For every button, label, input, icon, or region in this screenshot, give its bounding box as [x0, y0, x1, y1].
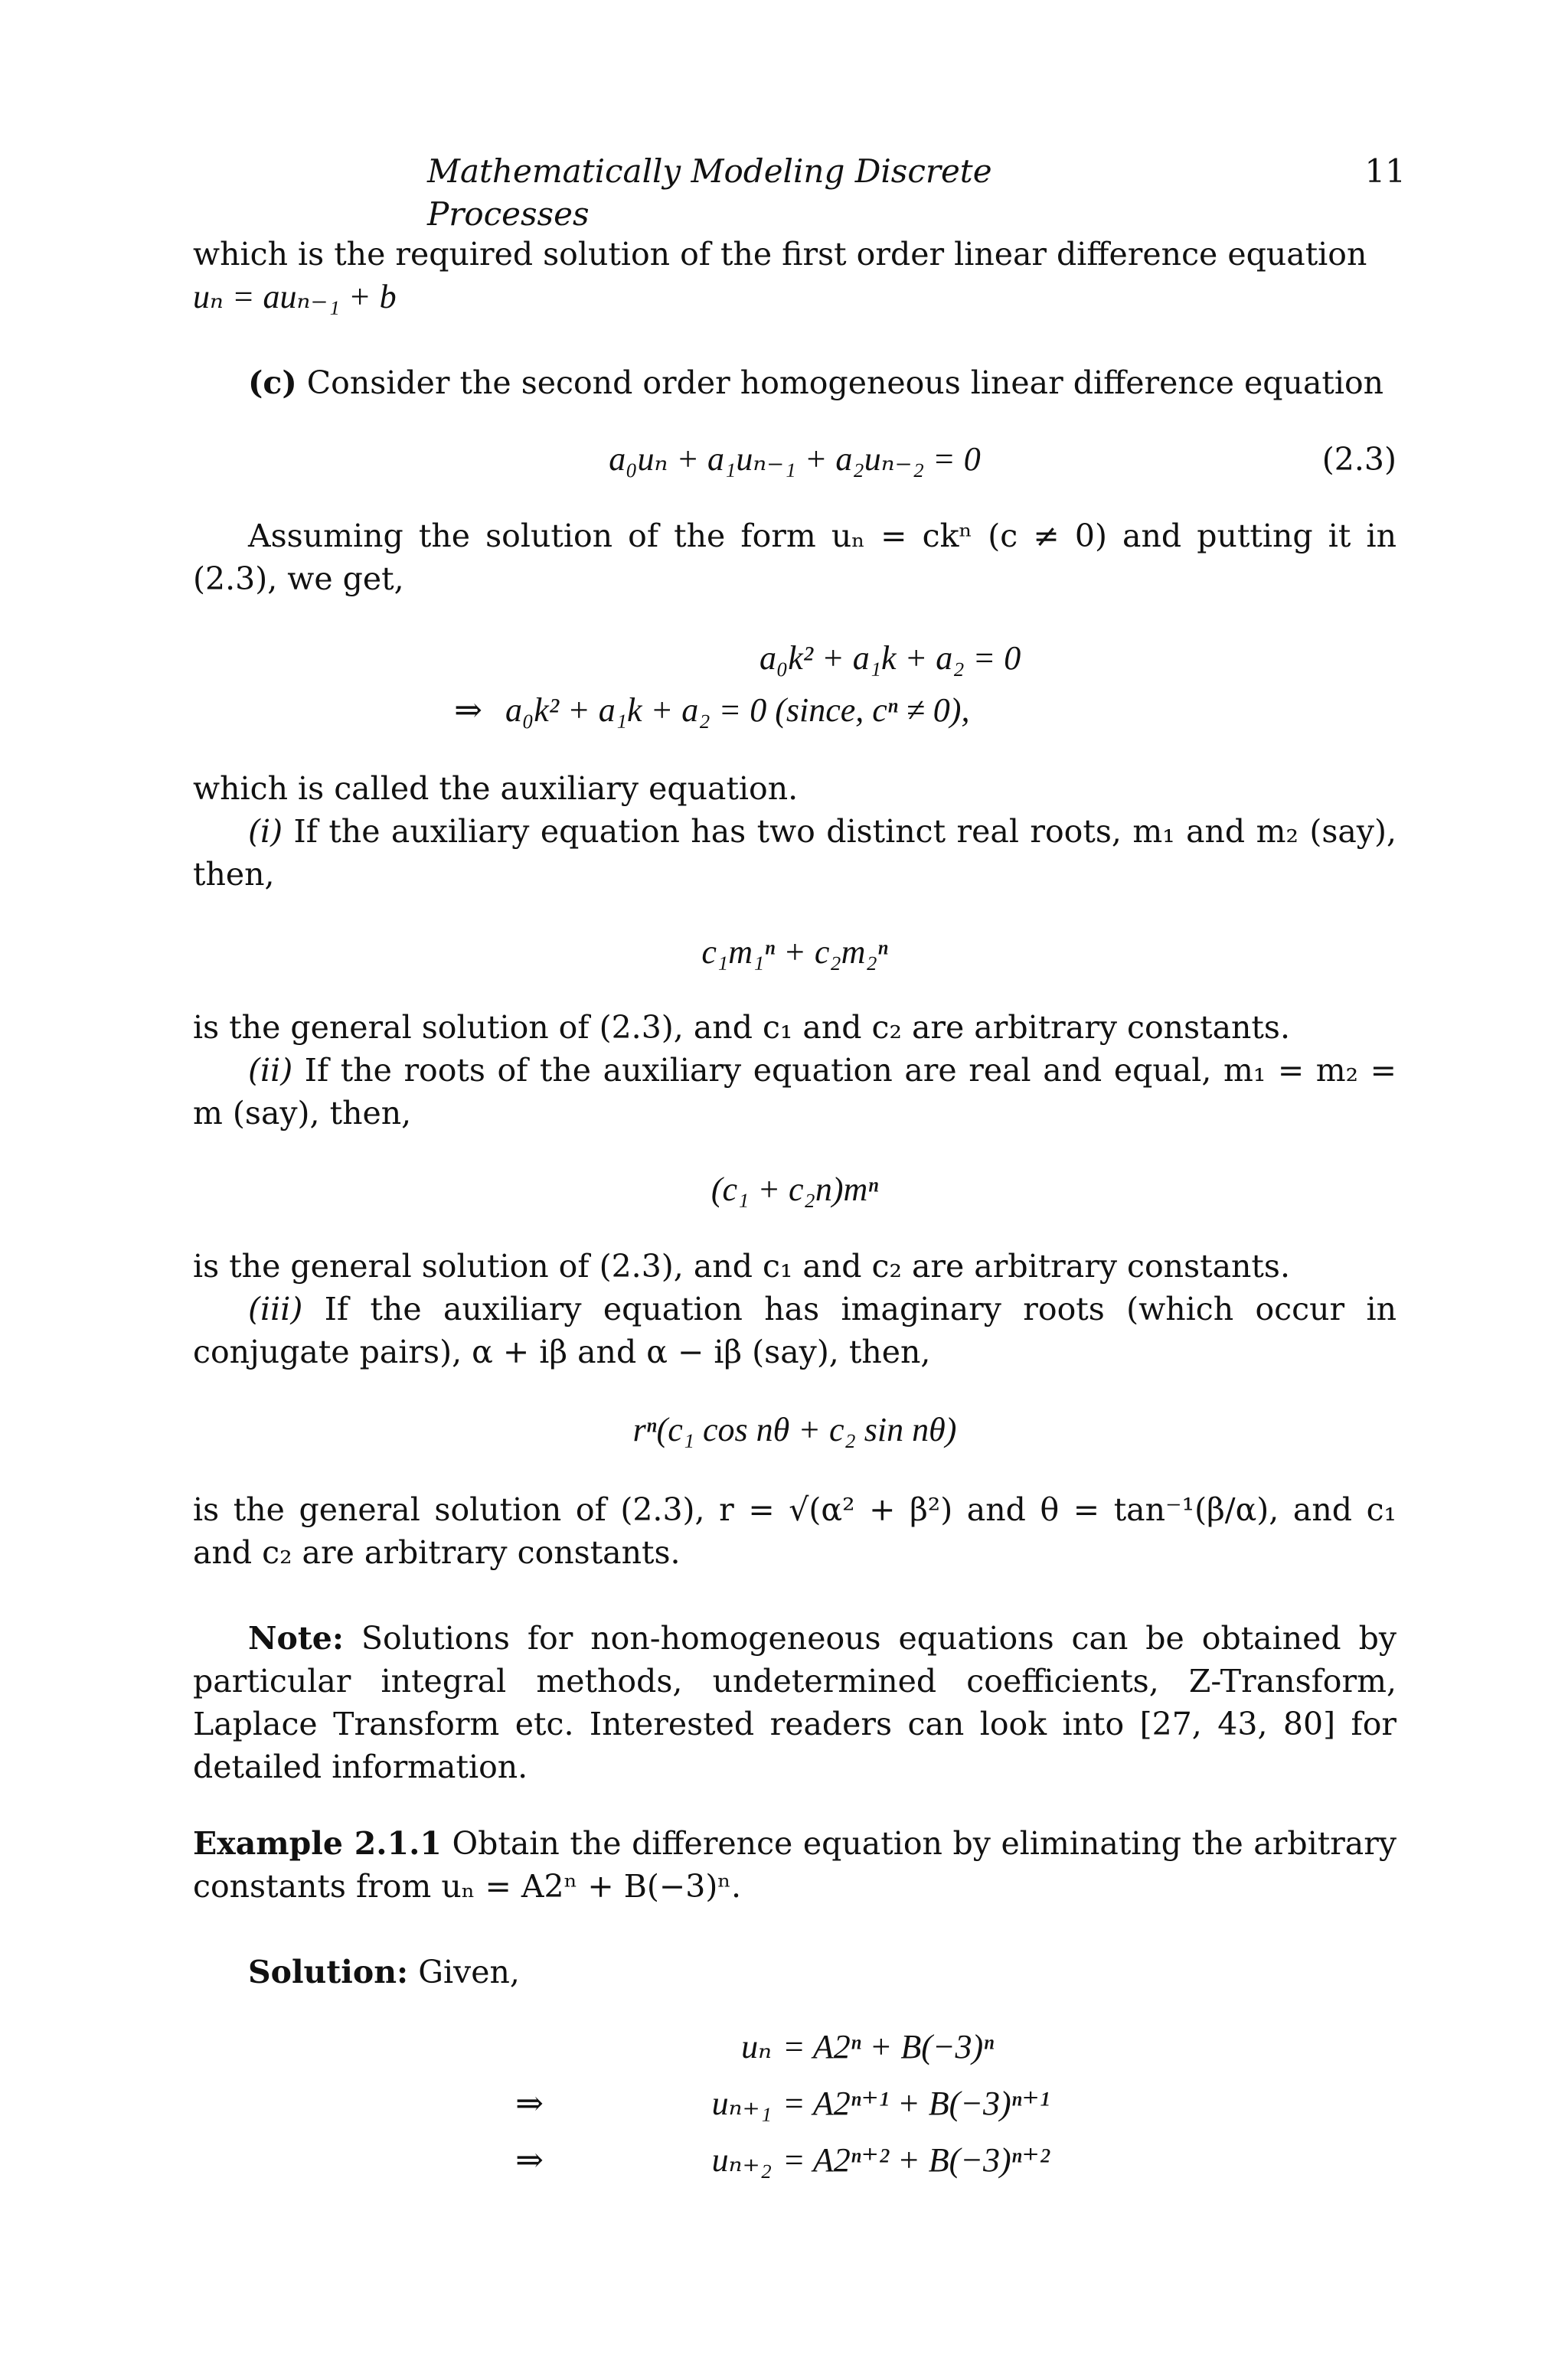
note-label: Note: — [248, 1620, 344, 1657]
aux-equation: a₀k² + a₁k + a₂ = 0 (since, cⁿ ≠ 0), — [505, 691, 970, 729]
equation-expression: a₀uₙ + a₁uₙ₋₁ + a₂uₙ₋₂ = 0 — [609, 440, 981, 478]
running-header-title: Mathematically Modeling Discrete Processes — [427, 152, 992, 233]
equation-rhs: = A2ⁿ⁺¹ + B(−3)ⁿ⁺¹ — [782, 2085, 1050, 2122]
page-number: 11 — [1364, 152, 1406, 190]
paragraph-part-c — [193, 361, 1396, 404]
equation-case-ii — [193, 1168, 1396, 1211]
paragraph-assumption: Assuming the solution of the form uₙ = ckⁿ (c ≠ 0) and putting it in (2.3), we get, — [193, 518, 1396, 597]
equation-case-i — [193, 931, 1396, 974]
paragraph-text: If the auxiliary equation has two distinct real roots, m₁ and m₂ (say), then, — [193, 813, 1396, 893]
equation-rhs: = A2ⁿ⁺² + B(−3)ⁿ⁺² — [782, 2141, 1050, 2179]
paragraph-text: If the roots of the auxiliary equation are real and equal, m₁ = m₂ = m (say), then, — [193, 1052, 1396, 1131]
equation-rhs: = A2ⁿ + B(−3)ⁿ — [782, 2028, 995, 2065]
equation-lhs: uₙ — [741, 2028, 772, 2065]
equation-case-iii — [193, 1409, 1396, 1452]
example-label: Example 2.1.1 — [193, 1825, 442, 1862]
paragraph-case-i-conclusion: is the general solution of (2.3), and c₁ and c₂ are arbitrary constants. — [193, 1009, 1290, 1046]
equation-number: (2.3) — [1321, 441, 1396, 478]
paragraph-text: If the auxiliary equation has imaginary roots (which occur in conjugate pairs), α + iβ and α − iβ (say), then, — [193, 1291, 1396, 1370]
solution-equation-2 — [0, 2082, 1568, 2125]
aux-equation-line-1 — [0, 637, 1568, 680]
case-label: (i) — [248, 813, 283, 850]
paragraph-case-ii-conclusion: is the general solution of (2.3), and c₁ and c₂ are arbitrary constants. — [193, 1248, 1290, 1285]
paragraph-solution — [193, 1951, 1396, 1994]
inline-equation: uₙ = auₙ₋₁ + b — [193, 278, 397, 315]
equation-expression: c₁m₁ⁿ + c₂m₂ⁿ — [701, 933, 888, 971]
paragraph-case-iii — [193, 1288, 1396, 1373]
paragraph-note — [193, 1617, 1396, 1788]
paragraph-text: which is the required solution of the first order linear difference equation — [193, 236, 1367, 273]
paragraph-aux-defined: which is called the auxiliary equation. — [193, 770, 799, 807]
paragraph-case-ii — [193, 1049, 1396, 1135]
paragraph-text: Given, — [408, 1954, 520, 1990]
paragraph-example — [193, 1822, 1396, 1908]
paragraph-case-iii-conclusion: is the general solution of (2.3), r = √(α² + β²) and θ = tan⁻¹(β/α), and c₁ and c₂ are arbitrary constants. — [193, 1491, 1396, 1571]
aux-equation-line-2 — [0, 689, 1568, 732]
equation-2-3 — [193, 438, 1396, 481]
aux-equation: a₀k² + a₁k + a₂ = 0 — [760, 639, 1021, 677]
solution-label: Solution: — [248, 1954, 409, 1990]
implies-symbol: ⇒ — [454, 691, 482, 729]
solution-equation-1 — [0, 2026, 1568, 2069]
paragraph-text: Obtain the difference equation by eliminating the arbitrary constants from uₙ = A2ⁿ + B(−3)ⁿ. — [193, 1825, 1396, 1905]
paragraph-required-solution — [193, 233, 1396, 318]
equation-lhs: uₙ₊₁ — [711, 2085, 772, 2122]
equation-expression: rⁿ(c₁ cos nθ + c₂ sin nθ) — [632, 1411, 957, 1448]
implies-symbol: ⇒ — [515, 2085, 544, 2122]
part-label: (c) — [248, 364, 297, 401]
paragraph-text: Solutions for non-homogeneous equations can be obtained by particular integral methods, undetermined coefficients, Z-Transform, Laplace Transform etc. Interested readers can look into [27, 43, 80] for detailed information. — [193, 1620, 1396, 1785]
implies-symbol: ⇒ — [515, 2141, 544, 2179]
paragraph-case-i — [193, 810, 1396, 896]
case-label: (ii) — [248, 1052, 293, 1089]
case-label: (iii) — [248, 1291, 303, 1327]
solution-equation-3 — [0, 2139, 1568, 2182]
paragraph-text: Consider the second order homogeneous linear difference equation — [296, 364, 1384, 401]
equation-lhs: uₙ₊₂ — [711, 2141, 772, 2179]
equation-expression: (c₁ + c₂n)mⁿ — [710, 1171, 879, 1208]
